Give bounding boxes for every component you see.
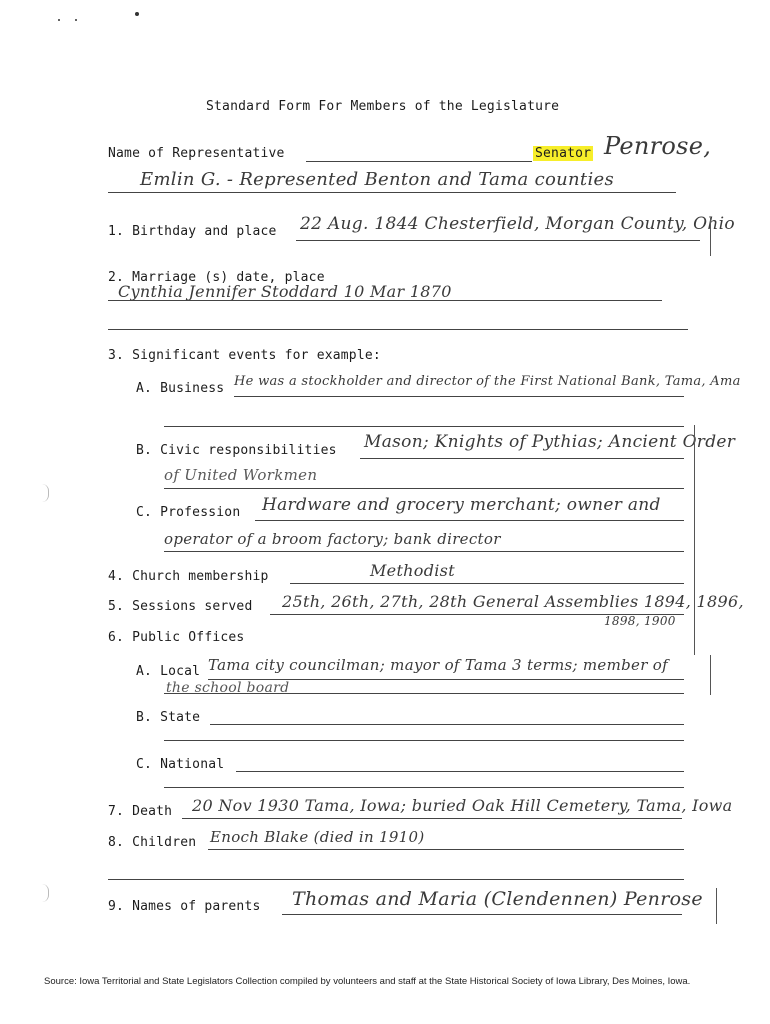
marriage-label: 2. Marriage (s) date, place [108,270,325,285]
scan-speck [75,19,77,21]
death-label: 7. Death [108,804,173,819]
birthday-label: 1. Birthday and place [108,224,277,239]
children-extra-line [108,879,684,880]
business-extra-line [164,426,684,427]
senator-highlight: Senator [535,146,592,161]
margin-mark [710,218,711,256]
marriage-underline [108,300,662,301]
form-title: Standard Form For Members of the Legislature [206,99,560,114]
state-label: B. State [136,710,201,725]
local-extra-line [164,693,684,694]
state-extra-line [164,740,684,741]
sessions-handwriting-2: 1898, 1900 [604,614,676,628]
profession-underline [255,520,684,521]
parents-handwriting: Thomas and Maria (Clendennen) Penrose [292,888,703,910]
source-footer: Source: Iowa Territorial and State Legislators Collection compiled by volunteers and staff at the State Historical Society of Iowa Library, Des Moines, Iowa. [44,976,691,987]
scan-speck [135,12,139,16]
civic-handwriting-1: Mason; Knights of Pythias; Ancient Order [364,432,736,452]
national-label: C. National [136,757,225,772]
business-underline [234,396,684,397]
birthday-underline [296,240,700,241]
national-underline [236,771,684,772]
children-label: 8. Children [108,835,197,850]
civic-underline [360,458,684,459]
birthday-handwriting: 22 Aug. 1844 Chesterfield, Morgan County, Ohio [300,214,735,234]
civic-extra-line [164,488,684,489]
margin-mark [716,888,717,924]
name-label: Name of Representative [108,146,285,161]
profession-handwriting-2: operator of a broom factory; bank director [164,530,501,548]
state-underline [210,724,684,725]
local-handwriting-1: Tama city councilman; mayor of Tama 3 terms; member of [208,656,668,674]
church-handwriting: Methodist [370,561,455,580]
profession-handwriting-1: Hardware and grocery merchant; owner and [262,495,661,515]
scan-margin-mark [42,884,49,902]
marriage-handwriting: Cynthia Jennifer Stoddard 10 Mar 1870 [118,282,452,301]
death-underline [182,818,682,819]
local-label: A. Local [136,664,201,679]
parents-underline [282,914,682,915]
children-handwriting: Enoch Blake (died in 1910) [210,828,425,846]
national-extra-line [164,787,684,788]
death-handwriting: 20 Nov 1930 Tama, Iowa; buried Oak Hill Cemetery, Tama, Iowa [192,796,733,815]
given-name-handwriting: Emlin G. - Represented Benton and Tama counties [140,169,614,190]
church-label: 4. Church membership [108,569,269,584]
marriage-extra-line [108,329,688,330]
church-underline [290,583,684,584]
given-name-underline [108,192,676,193]
profession-extra-line [164,551,684,552]
profession-label: C. Profession [136,505,241,520]
business-label: A. Business [136,381,225,396]
children-underline [208,849,684,850]
margin-mark [710,655,711,695]
sessions-label: 5. Sessions served [108,599,253,614]
events-label: 3. Significant events for example: [108,348,381,363]
offices-label: 6. Public Offices [108,630,245,645]
surname-handwriting: Penrose, [604,132,712,160]
senator-label [533,146,593,161]
sessions-handwriting-1: 25th, 26th, 27th, 28th General Assemblies 1894, 1896, [282,592,744,611]
business-handwriting: He was a stockholder and director of the First National Bank, Tama, Ama [234,374,741,389]
civic-label: B. Civic responsibilities [136,443,337,458]
margin-mark [694,425,695,655]
local-handwriting-2: the school board [166,680,290,696]
name-underline [306,161,532,162]
scan-speck [58,19,60,21]
parents-label: 9. Names of parents [108,899,261,914]
civic-handwriting-2: of United Workmen [164,466,318,484]
scan-margin-mark [42,484,49,502]
